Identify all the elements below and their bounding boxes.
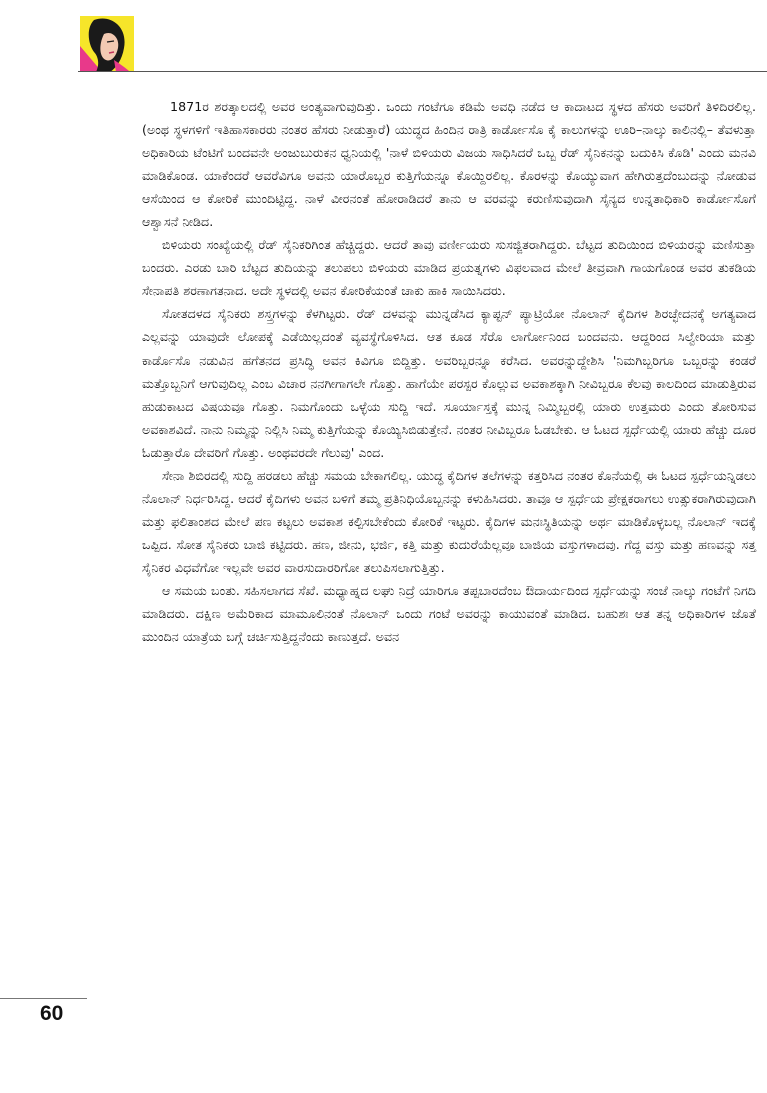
paragraph: ಆ ಸಮಯ ಬಂತು. ಸಹಿಸಲಾಗದ ಸೆಖೆ. ಮಧ್ಯಾಹ್ನದ ಲಘು ನಿದ್ರೆ ಯಾರಿಗೂ ತಪ್ಪಬಾರದೆಂಬ ಔದಾರ್ಯದಿಂದ ಸ್ಪರ್ಧೆಯನ್ನು ಸಂಜೆ ನಾಲ್ಕು ಗಂಟೆಗೆ ನಿಗದಿ ಮಾಡಿದರು. ದಕ್ಷಿಣ ಅಮೆರಿಕಾದ ಮಾಮೂಲಿನಂತೆ ನೊಲಾನ್ ಒಂದು ಗಂಟೆ ಅವರನ್ನು ಕಾಯುವಂತೆ ಮಾಡಿದ. ಬಹುಶಃ ಆತ ತನ್ನ ಅಧಿಕಾರಿಗಳ ಜೊತೆ ಮುಂದಿನ ಯಾತ್ರೆಯ ಬಗ್ಗೆ ಚರ್ಚಿಸುತ್ತಿದ್ದನೆಂದು ಕಾಣುತ್ತದೆ. ಅವನ [142,582,756,645]
article-body [142,95,756,648]
woman-portrait-icon [80,16,134,72]
paragraph: ಬಿಳಿಯರು ಸಂಖ್ಯೆಯಲ್ಲಿ ರೆಡ್ ಸೈನಿಕರಿಗಿಂತ ಹೆಚ್ಚಿದ್ದರು. ಆದರೆ ತಾವು ವರ್ಣೀಯರು ಸುಸಜ್ಜಿತರಾಗಿದ್ದರು. ಬೆಟ್ಟದ ತುದಿಯಿಂದ ಬಿಳಿಯರನ್ನು ಮಣಿಸುತ್ತಾ ಬಂದರು. ಎರಡು ಬಾರಿ ಬೆಟ್ಟದ ತುದಿಯನ್ನು ತಲುಪಲು ಬಿಳಿಯರು ಮಾಡಿದ ಪ್ರಯತ್ನಗಳು ವಿಫಲವಾದ ಮೇಲೆ ತೀವ್ರವಾಗಿ ಗಾಯಗೊಂಡ ಅವರ ತುಕಡಿಯ ಸೇನಾಪತಿ ಶರಣಾಗತನಾದ. ಅದೇ ಸ್ಥಳದಲ್ಲಿ ಅವನ ಕೋರಿಕೆಯಂತೆ ಚಾಕು ಹಾಕಿ ಸಾಯಿಸಿದರು. [142,237,756,299]
footer-divider [0,998,87,999]
paragraph: 1871ರ ಶರತ್ಕಾಲದಲ್ಲಿ ಅವರ ಅಂತ್ಯವಾಗುವುದಿತ್ತು. ಒಂದು ಗಂಟೆಗೂ ಕಡಿಮೆ ಅವಧಿ ನಡೆದ ಆ ಕಾದಾಟದ ಸ್ಥಳದ ಹೆಸರು ಅವರಿಗೆ ತಿಳಿದಿರಲಿಲ್ಲ. (ಅಂಥ ಸ್ಥಳಗಳಿಗೆ ಇತಿಹಾಸಕಾರರು ನಂತರ ಹೆಸರು ನೀಡುತ್ತಾರೆ) ಯುದ್ಧದ ಹಿಂದಿನ ರಾತ್ರಿ ಕಾರ್ಡೋಸೊ ಕೈ ಕಾಲುಗಳನ್ನು ಊರಿ–ನಾಲ್ಕು ಕಾಲಿನಲ್ಲಿ– ತೆವಳುತ್ತಾ ಅಧಿಕಾರಿಯ ಟೆಂಟಿಗೆ ಬಂದವನೇ ಅಂಜುಬುರುಕನ ಧ್ವನಿಯಲ್ಲಿ 'ನಾಳೆ ಬಿಳಿಯರು ವಿಜಯ ಸಾಧಿಸಿದರೆ ಒಬ್ಬ ರೆಡ್ ಸೈನಿಕನನ್ನು ಬದುಕಿಸಿ ಕೊಡಿ' ಎಂದು ಮನವಿ ಮಾಡಿಕೊಂಡ. ಯಾಕೆಂದರೆ ಆವರೆವಿಗೂ ಅವನು ಯಾರೊಬ್ಬರ ಕುತ್ತಿಗೆಯನ್ನೂ ಕೊಯ್ದಿರಲಿಲ್ಲ. ಕೊರಳನ್ನು ಕೊಯ್ಯುವಾಗ ಹೇಗಿರುತ್ತದೆಂಬುದನ್ನು ನೋಡುವ ಆಸೆಯಿಂದ ಆ ಕೋರಿಕೆ ಮುಂದಿಟ್ಟಿದ್ದ. ನಾಳೆ ವೀರನಂತೆ ಹೋರಾಡಿದರೆ ತಾನು ಆ ವರವನ್ನು ಕರುಣಿಸುವುದಾಗಿ ಸೈನ್ಯದ ಉನ್ನತಾಧಿಕಾರಿ ಕಾರ್ಡೋಸೊಗೆ ಆಶ್ವಾಸನೆ ನೀಡಿದ. [142,99,756,230]
page-number: 60 [40,1002,64,1025]
header-divider [78,71,767,72]
paragraph: ಸೋತದಳದ ಸೈನಿಕರು ಶಸ್ತ್ರಗಳನ್ನು ಕೆಳಗಿಟ್ಟರು. ರೆಡ್ ದಳವನ್ನು ಮುನ್ನಡೆಸಿದ ಕ್ಯಾಪ್ಟನ್ ಪ್ಯಾಟ್ರಿಯೋ ನೊಲಾನ್ ಕೈದಿಗಳ ಶಿರಚ್ಛೇದನಕ್ಕೆ ಅಗತ್ಯವಾದ ಎಲ್ಲವನ್ನು ಯಾವುದೇ ಲೋಪಕ್ಕೆ ಎಡೆಯಿಲ್ಲದಂತೆ ವ್ಯವಸ್ಥೆಗೊಳಿಸಿದ. ಆತ ಕೂಡ ಸೆರೊ ಲಾರ್ಗೋನಿಂದ ಬಂದವನು. ಆದ್ದರಿಂದ ಸಿಲ್ವೇರಿಯಾ ಮತ್ತು ಕಾರ್ಡೊಸೊ ನಡುವಿನ ಹಗೆತನದ ಪ್ರಸಿದ್ಧಿ ಅವನ ಕಿವಿಗೂ ಬಿದ್ದಿತ್ತು. ಅವರಿಬ್ಬರನ್ನೂ ಕರೆಸಿದ. ಅವರನ್ನುದ್ದೇಶಿಸಿ 'ನಿಮಗಿಬ್ಬರಿಗೂ ಒಬ್ಬರನ್ನು ಕಂಡರೆ ಮತ್ತೊಬ್ಬನಿಗೆ ಆಗುವುದಿಲ್ಲ ಎಂಬ ವಿಚಾರ ನನಗೀಗಾಗಲೇ ಗೊತ್ತು. ಹಾಗೆಯೇ ಪರಸ್ಪರ ಕೊಲ್ಲುವ ಅವಕಾಶಕ್ಕಾಗಿ ನೀವಿಬ್ಬರೂ ಕೆಲವು ಕಾಲದಿಂದ ಮಾಡುತ್ತಿರುವ ಹುಡುಕಾಟದ ವಿಷಯವೂ ಗೊತ್ತು. ನಿಮಗೊಂದು ಒಳ್ಳೆಯ ಸುದ್ದಿ ಇದೆ. ಸೂರ್ಯಾಸ್ತಕ್ಕೆ ಮುನ್ನ ನಿಮ್ಮಿಬ್ಬರಲ್ಲಿ ಯಾರು ಉತ್ತಮರು ಎಂದು ತೋರಿಸುವ ಅವಕಾಶವಿದೆ. ನಾನು ನಿಮ್ಮನ್ನು ನಿಲ್ಲಿಸಿ ನಿಮ್ಮ ಕುತ್ತಿಗೆಯನ್ನು ಕೊಯ್ಯಿಸಿಬಿಡುತ್ತೇನೆ. ನಂತರ ನೀವಿಬ್ಬರೂ ಓಡಬೇಕು. ಆ ಓಟದ ಸ್ಪರ್ಧೆಯಲ್ಲಿ ಯಾರು ಹೆಚ್ಚು ದೂರ ಓಡುತ್ತಾರೊ ದೇವರಿಗೆ ಗೊತ್ತು. ಅಂಥವರದೇ ಗೆಲುವು' ಎಂದ. [142,306,756,460]
paragraph: ಸೇನಾ ಶಿಬಿರದಲ್ಲಿ ಸುದ್ದಿ ಹರಡಲು ಹೆಚ್ಚು ಸಮಯ ಬೇಕಾಗಲಿಲ್ಲ. ಯುದ್ಧ ಕೈದಿಗಳ ತಲೆಗಳನ್ನು ಕತ್ತರಿಸಿದ ನಂತರ ಕೊನೆಯಲ್ಲಿ ಈ ಓಟದ ಸ್ಪರ್ಧೆಯನ್ನಿಡಲು ನೊಲಾನ್ ನಿರ್ಧರಿಸಿದ್ದ. ಆದರೆ ಕೈದಿಗಳು ಅವನ ಬಳಿಗೆ ತಮ್ಮ ಪ್ರತಿನಿಧಿಯೊಬ್ಬನನ್ನು ಕಳುಹಿಸಿದರು. ತಾವೂ ಆ ಸ್ಪರ್ಧೆಯ ಪ್ರೇಕ್ಷಕರಾಗಲು ಉತ್ಸುಕರಾಗಿರುವುದಾಗಿ ಮತ್ತು ಫಲಿತಾಂಶದ ಮೇಲೆ ಪಣ ಕಟ್ಟಲು ಅವಕಾಶ ಕಲ್ಪಿಸಬೇಕೆಂದು ಕೋರಿಕೆ ಇಟ್ಟರು. ಕೈದಿಗಳ ಮನಃಸ್ಥಿತಿಯನ್ನು ಅರ್ಥ ಮಾಡಿಕೊಳ್ಳಬಲ್ಲ ನೊಲಾನ್ ಇದಕ್ಕೆ ಒಪ್ಪಿದ. ಸೋತ ಸೈನಿಕರು ಬಾಜಿ ಕಟ್ಟಿದರು. ಹಣ, ಜೀನು, ಭರ್ಜಿ, ಕತ್ತಿ ಮತ್ತು ಕುದುರೆಯೆಲ್ಲವೂ ಬಾಜಿಯ ವಸ್ತುಗಳಾದವು. ಗೆದ್ದ ವಸ್ತು ಮತ್ತು ಹಣವನ್ನು ಸತ್ತ ಸೈನಿಕರ ವಿಧವೆಗೋ ಇಲ್ಲವೇ ಅವರ ವಾರಸುದಾರರಿಗೋ ತಲುಪಿಸಲಾಗುತ್ತಿತ್ತು. [142,467,756,575]
